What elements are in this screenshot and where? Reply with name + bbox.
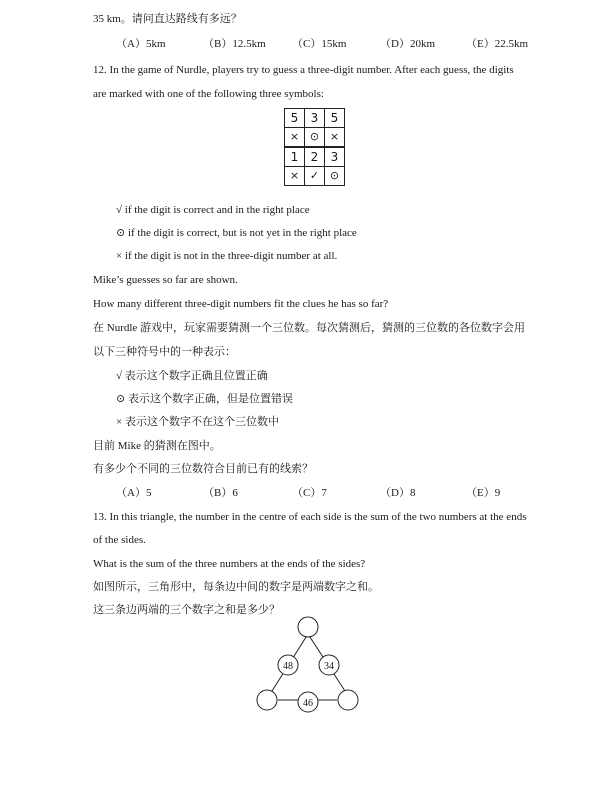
q12-text-line1: 12. In the game of Nurdle, players try to guess a three-digit number. After each guess, the digits [93, 64, 514, 76]
q12-option-c: （C）7 [292, 487, 327, 499]
q13-text-line1: 13. In this triangle, the number in the centre of each side is the sum of the two numbers at the ends [93, 511, 527, 523]
q12-zh-line2: 以下三种符号中的一种表示： [93, 346, 236, 358]
q11-tail-text: 35 km。请问直达路线有多远？ [93, 13, 242, 25]
q13-question-text: What is the sum of the three numbers at the ends of the sides? [93, 558, 366, 570]
q12-zh-legend-circle: ⊙ 表示这个数字正确，但是位置错误 [116, 393, 293, 405]
guess-2-symbols [285, 167, 345, 186]
q12-legend-cross: × if the digit is not in the three-digit number at all. [116, 250, 338, 262]
q11-option-d: （D）20km [380, 38, 435, 50]
q11-options [0, 37, 615, 51]
grid-cell: 3 [325, 147, 345, 167]
grid-cell: 1 [285, 147, 305, 167]
right-side-number: 34 [324, 661, 334, 672]
q12-option-e: （E）9 [466, 487, 501, 499]
cross-icon: × [285, 128, 305, 148]
q12-option-a: （A）5 [116, 487, 152, 499]
q12-zh-legend-check: √ 表示这个数字正确且位置正确 [116, 370, 268, 382]
circled-dot-icon: ⊙ [305, 128, 325, 148]
q11-option-a: （A）5km [116, 38, 166, 50]
q12-zh-legend-cross: × 表示这个数字不在这个三位数中 [116, 416, 279, 428]
q12-zh-guesses: 目前 Mike 的猜测在图中。 [93, 440, 221, 452]
q13-text-line2: of the sides. [93, 534, 146, 546]
q12-option-b: （B）6 [203, 487, 238, 499]
q12-guesses-text: Mike’s guesses so far are shown. [93, 274, 238, 286]
q12-legend-circle: ⊙ if the digit is correct, but is not yet in the right place [116, 227, 357, 239]
guess-1-symbols [285, 128, 345, 148]
check-icon: ✓ [305, 167, 325, 186]
q12-text-line2: are marked with one of the following three symbols: [93, 88, 324, 100]
right-vertex-circle [338, 690, 358, 710]
grid-cell: 3 [305, 109, 325, 128]
q12-zh-question: 有多少个不同的三位数符合目前已有的线索？ [93, 463, 313, 475]
left-side-number: 48 [283, 661, 293, 672]
bottom-side-number: 46 [303, 698, 313, 709]
grid-cell: 5 [285, 109, 305, 128]
grid-cell: 2 [305, 147, 325, 167]
q11-option-b: （B）12.5km [203, 38, 266, 50]
cross-icon: × [285, 167, 305, 186]
q12-question-text: How many different three-digit numbers fit the clues he has so far? [93, 298, 389, 310]
q12-legend-check: √ if the digit is correct and in the right place [116, 204, 310, 216]
q12-option-d: （D）8 [380, 487, 416, 499]
q11-option-c: （C）15km [292, 38, 347, 50]
guess-1-digits [285, 109, 345, 128]
q12-zh-line1: 在 Nurdle 游戏中，玩家需要猜测一个三位数。每次猜测后，猜测的三位数的各位数字会用 [93, 322, 526, 334]
cross-icon: × [325, 128, 345, 148]
guess-2-digits [285, 147, 345, 167]
q13-zh-question: 这三条边两端的三个数字之和是多少？ [93, 604, 280, 616]
q13-zh-line1: 如图所示，三角形中，每条边中间的数字是两端数字之和。 [93, 581, 379, 593]
circled-dot-icon: ⊙ [325, 167, 345, 186]
top-vertex-circle [298, 617, 318, 637]
q12-options [0, 486, 615, 500]
nurdle-guess-grid [284, 108, 345, 186]
left-vertex-circle [257, 690, 277, 710]
q11-option-e: （E）22.5km [466, 38, 529, 50]
number-triangle-diagram [250, 612, 362, 716]
grid-cell: 5 [325, 109, 345, 128]
